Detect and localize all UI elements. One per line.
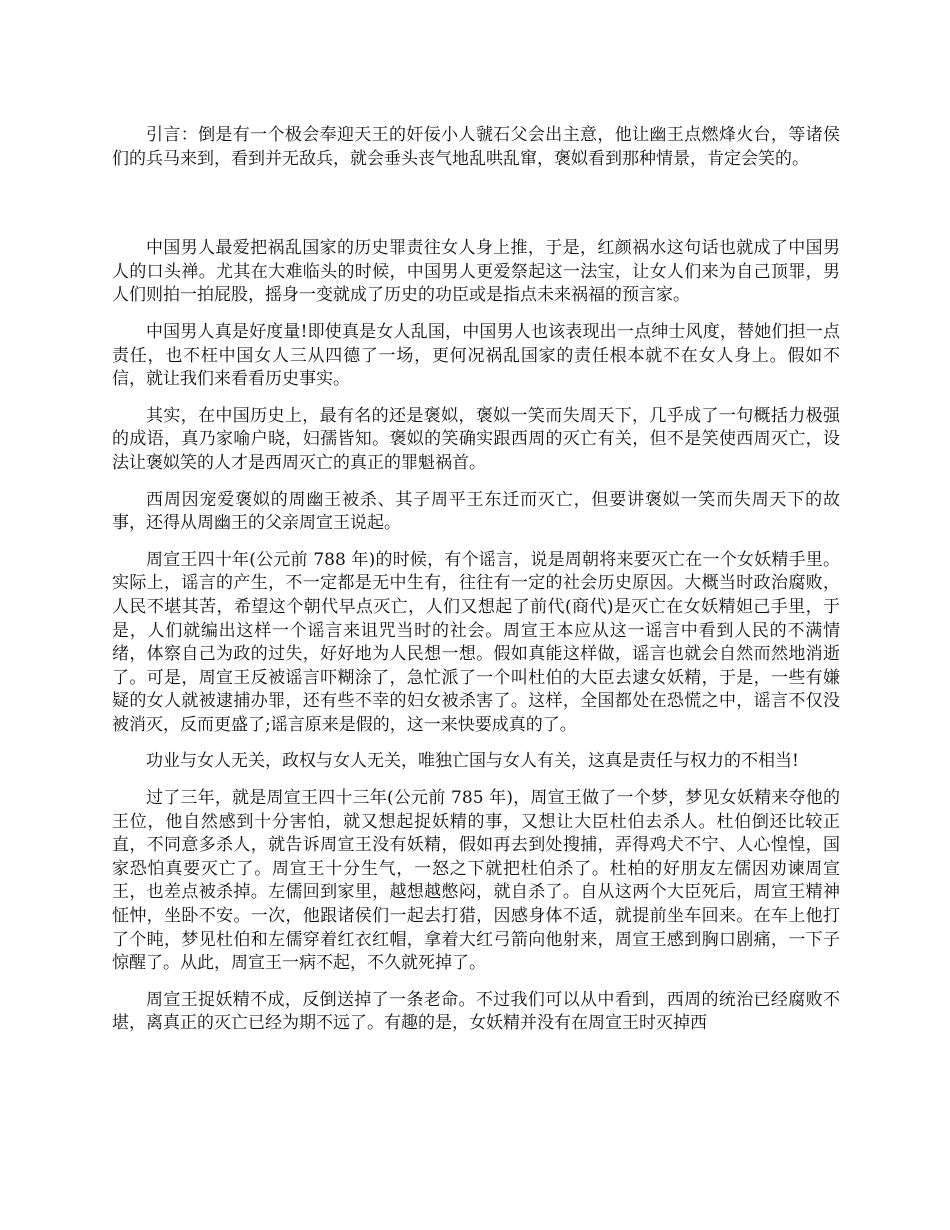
body-paragraph-5: 周宣王四十年(公元前 788 年)的时候，有个谣言，说是周朝将来要灭亡在一个女妖精手里。实际上，谣言的产生，不一定都是无中生有，往往有一定的社会历史原因。大概当时政治腐败，人民不堪其苦，希望这个朝代早点灭亡，人们又想起了前代(商代)是灭亡在女妖精妲己手里，于是，人们就编出这样一个谣言来诅咒当时的社会。周宣王本应从这一谣言中看到人民的不满情绪，体察自己为政的过失，好好地为人民想一想。假如真能这样做，谣言也就会自然而然地消逝了。可是，周宣王反被谣言吓糊涂了，急忙派了一个叫杜伯的大臣去逮女妖精，于是，一些有嫌疑的女人就被逮捕办罪，还有些不幸的妇女被杀害了。这样，全国都处在恐慌之中，谣言不仅没被消灭，反而更盛了;谣言原来是假的，这一来快要成真的了。 xyxy=(112,549,840,735)
body-paragraph-3: 其实，在中国历史上，最有名的还是褒姒，褒姒一笑而失周天下，几乎成了一句概括力极强的成语，真乃家喻户晓，妇孺皆知。褒姒的笑确实跟西周的灭亡有关，但不是笑使西周灭亡，设法让褒姒笑的人才是西周灭亡的真正的罪魁祸首。 xyxy=(112,405,840,473)
document-page xyxy=(112,124,840,1049)
body-paragraph-4: 西周因宠爱褒姒的周幽王被杀、其子周平王东迁而灭亡，但要讲褒姒一笑而失周天下的故事，还得从周幽王的父亲周宣王说起。 xyxy=(112,489,840,534)
body-paragraph-6: 功业与女人无关，政权与女人无关，唯独亡国与女人有关，这真是责任与权力的不相当! xyxy=(146,751,799,772)
body-paragraph-8: 周宣王捉妖精不成，反倒送掉了一条老命。不过我们可以从中看到，西周的统治已经腐败不堪，离真正的灭亡已经为期不远了。有趣的是，女妖精并没有在周宣王时灭掉西 xyxy=(112,989,840,1034)
body-paragraph-2: 中国男人真是好度量!即使真是女人乱国，中国男人也该表现出一点绅士风度，替她们担一点责任，也不枉中国女人三从四德了一场，更何况祸乱国家的责任根本就不在女人身上。假如不信，就让我们来看看历史事实。 xyxy=(112,321,840,390)
body-paragraph-1: 中国男人最爱把祸乱国家的历史罪责往女人身上推，于是，红颜祸水这句话也就成了中国男人的口头禅。尤其在大难临头的时候，中国男人更爱祭起这一法宝，让女人们来为自己顶罪，男人们则拍一拍屁股，摇身一变就成了历史的功臣或是指点未来祸福的预言家。 xyxy=(112,238,840,306)
intro-paragraph: 引言：倒是有一个极会奉迎天王的奸佞小人虢石父会出主意，他让幽王点燃烽火台，等诸侯们的兵马来到，看到并无敌兵，就会垂头丧气地乱哄乱窜，褒姒看到那种情景，肯定会笑的。 xyxy=(112,125,840,169)
body-paragraph-7: 过了三年，就是周宣王四十三年(公元前 785 年)，周宣王做了一个梦，梦见女妖精来夺他的王位，他自然感到十分害怕，就又想起捉妖精的事，又想让大臣杜伯去杀人。杜伯倒还比较正直，不同意多杀人，就告诉周宣王没有妖精，假如再去到处搜捕，弄得鸡犬不宁、人心惶惶，国家恐怕真要灭亡了。周宣王十分生气，一怒之下就把杜伯杀了。杜柏的好朋友左儒因劝谏周宣王，也差点被杀掉。左儒回到家里，越想越憋闷，就自杀了。自从这两个大臣死后，周宣王精神怔忡，坐卧不安。一次，他跟诸侯们一起去打猎，因感身体不适，就提前坐车回来。在车上他打了个盹，梦见杜伯和左儒穿着红衣红帽，拿着大红弓箭向他射来，周宣王感到胸口剧痛，一下子惊醒了。从此，周宣王一病不起，不久就死掉了。 xyxy=(112,788,840,974)
